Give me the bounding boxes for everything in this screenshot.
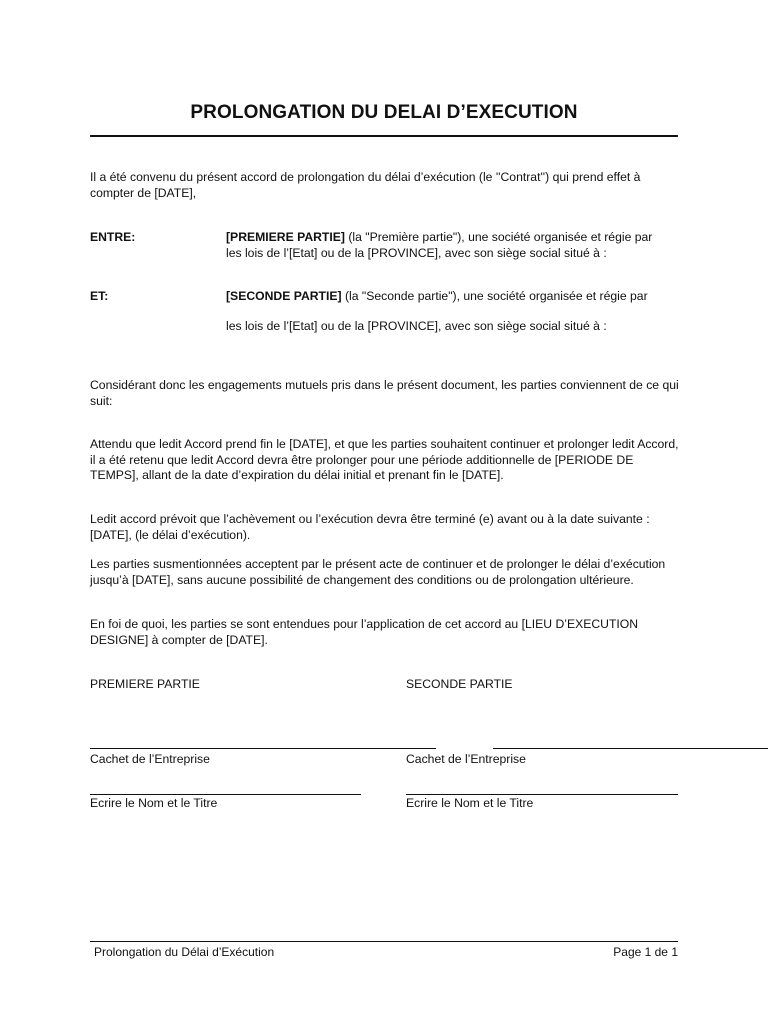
footer-rule bbox=[90, 941, 678, 942]
nom-caption-right: Ecrire le Nom et le Titre bbox=[406, 796, 534, 810]
footer-page-number: Page 1 de 1 bbox=[613, 945, 678, 959]
signature-line-cachet-left bbox=[90, 748, 436, 749]
cachet-caption-left: Cachet de l’Entreprise bbox=[90, 752, 210, 766]
second-party-text-line1 bbox=[226, 289, 676, 305]
intro-paragraph: Il a été convenu du présent accord de prolongation du délai d’exécution (le ''Contrat'') qui prend effet à compter de [DATE], bbox=[90, 170, 641, 200]
en-foi-paragraph: En foi de quoi, les parties se sont entendues pour l’application de cet accord au [LIEU D’EXECUTION DESIGNE] à compter de [DATE]. bbox=[90, 617, 639, 647]
nom-caption-left: Ecrire le Nom et le Titre bbox=[90, 796, 218, 810]
signature-line-nom-right bbox=[406, 794, 678, 795]
first-party-text bbox=[226, 230, 676, 261]
first-party-desc-line2: les lois de l’[Etat] ou de la [PROVINCE], avec son siège social situé à : bbox=[226, 245, 607, 260]
signature-line-cachet-right bbox=[493, 748, 768, 749]
signature-heading-second: SECONDE PARTIE bbox=[406, 677, 513, 691]
considerant-paragraph: Considérant donc les engagements mutuels pris dans le présent document, les parties conviennent de ce qui suit: bbox=[90, 378, 679, 408]
signature-line-nom-left bbox=[90, 794, 361, 795]
first-party-desc-line1: (la "Première partie"), une société organisée et régie par bbox=[344, 230, 653, 244]
first-party-name: [PREMIERE PARTIE] bbox=[226, 230, 345, 244]
first-party-label: ENTRE: bbox=[90, 230, 136, 244]
attendu-paragraph: Attendu que ledit Accord prend fin le [DATE], et que les parties souhaitent continuer et prolonger ledit Accord, il a été retenu que ledit Accord devra être prolonger pour une période additionnelle de [PERIODE DE TEMPS], allant de la date d’expiration du délai initial et prenant fin le [DATE]. bbox=[90, 437, 679, 482]
second-party-name: [SECONDE PARTIE] bbox=[226, 289, 342, 303]
footer-document-title: Prolongation du Délai d’Exécution bbox=[94, 945, 275, 959]
parties-acceptent-paragraph: Les parties susmentionnées acceptent par le présent acte de continuer et de prolonger le délai d’exécution jusqu’à [DATE], sans aucune possibilité de changement des conditions ou de prolongation ultérieure. bbox=[90, 557, 666, 587]
cachet-caption-right: Cachet de l’Entreprise bbox=[406, 752, 526, 766]
signature-heading-first: PREMIERE PARTIE bbox=[90, 677, 200, 691]
second-party-desc-line1: (la "Seconde partie"), une société organisée et régie par bbox=[341, 289, 648, 303]
title-underline bbox=[90, 135, 678, 137]
ledit-paragraph: Ledit accord prévoit que l’achèvement ou l’exécution devra être terminé (e) avant ou à la date suivante : [DATE], (le délai d’exécution). bbox=[90, 512, 650, 542]
document-title: PROLONGATION DU DELAI D’EXECUTION bbox=[190, 102, 578, 123]
second-party-desc-line2: les lois de l’[Etat] ou de la [PROVINCE], avec son siège social situé à : bbox=[226, 319, 607, 333]
second-party-label: ET: bbox=[90, 289, 109, 303]
